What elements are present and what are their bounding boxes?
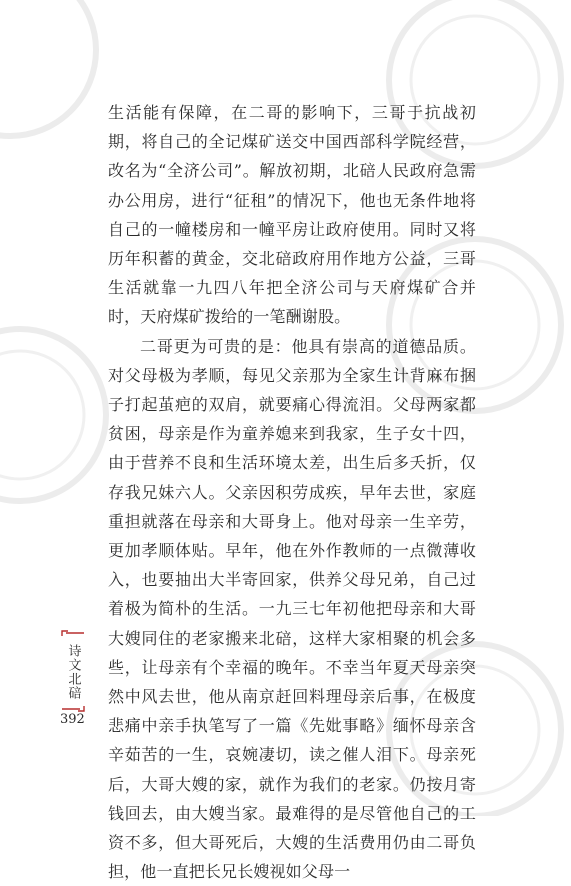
page-number: 392	[60, 712, 85, 727]
book-title: 诗文北碚	[65, 644, 81, 700]
paragraph: 二哥更为可贵的是：他具有崇高的道德品质。对父母极为孝顺，每见父亲那为全家生计背麻布捆子打起茧疤的双肩，就要痛心得流泪。父母两家都贫困，母亲是作为童养媳来到我家，生子女十四，由于营养不良和生活环境太差，出生后多夭折，仅存我兄妹六人。父亲因积劳成疾，早年去世，家庭重担就落在母亲和大哥身上。他对母亲一生辛劳，更加孝顺体贴。早年，他在外作教师的一点微薄收入，也要抽出大半寄回家，供养父母兄弟，自己过着极为简朴的生活。一九三七年初他把母亲和大哥大嫂同住的老家搬来北碚，这样大家相聚的机会多些，让母亲有个幸福的晚年。不幸当年夏天母亲突然中风去世，他从南京赶回料理母亲后事，在极度悲痛中亲手执笔写了一篇《先妣事略》缅怀母亲含辛茹苦的一生，哀婉凄切，读之催人泪下。母亲死后，大哥大嫂的家，就作为我们的老家。仍按月寄钱回去，由大嫂当家。最难得的是尽管他自己的工资不多，但大哥死后，大嫂的生活费用仍由二哥负担，他一直把长兄长嫂视如父母一	[108, 336, 476, 882]
body-text	[108, 98, 476, 886]
section-marker	[60, 628, 86, 714]
ornament-icon	[60, 628, 86, 638]
paragraph: 生活能有保障，在二哥的影响下，三哥于抗战初期，将自己的全记煤矿送交中国西部科学院经营，改名为“全济公司”。解放初期，北碚人民政府急需办公用房，进行“征租”的情况下，他也无条件地将自己的一幢楼房和一幢平房让政府使用。同时又将历年积蓄的黄金，交北碚政府用作地方公益，三哥生活就靠一九四八年把全济公司与天府煤矿合并时，天府煤矿拨给的一笔酬谢股。	[108, 103, 476, 327]
